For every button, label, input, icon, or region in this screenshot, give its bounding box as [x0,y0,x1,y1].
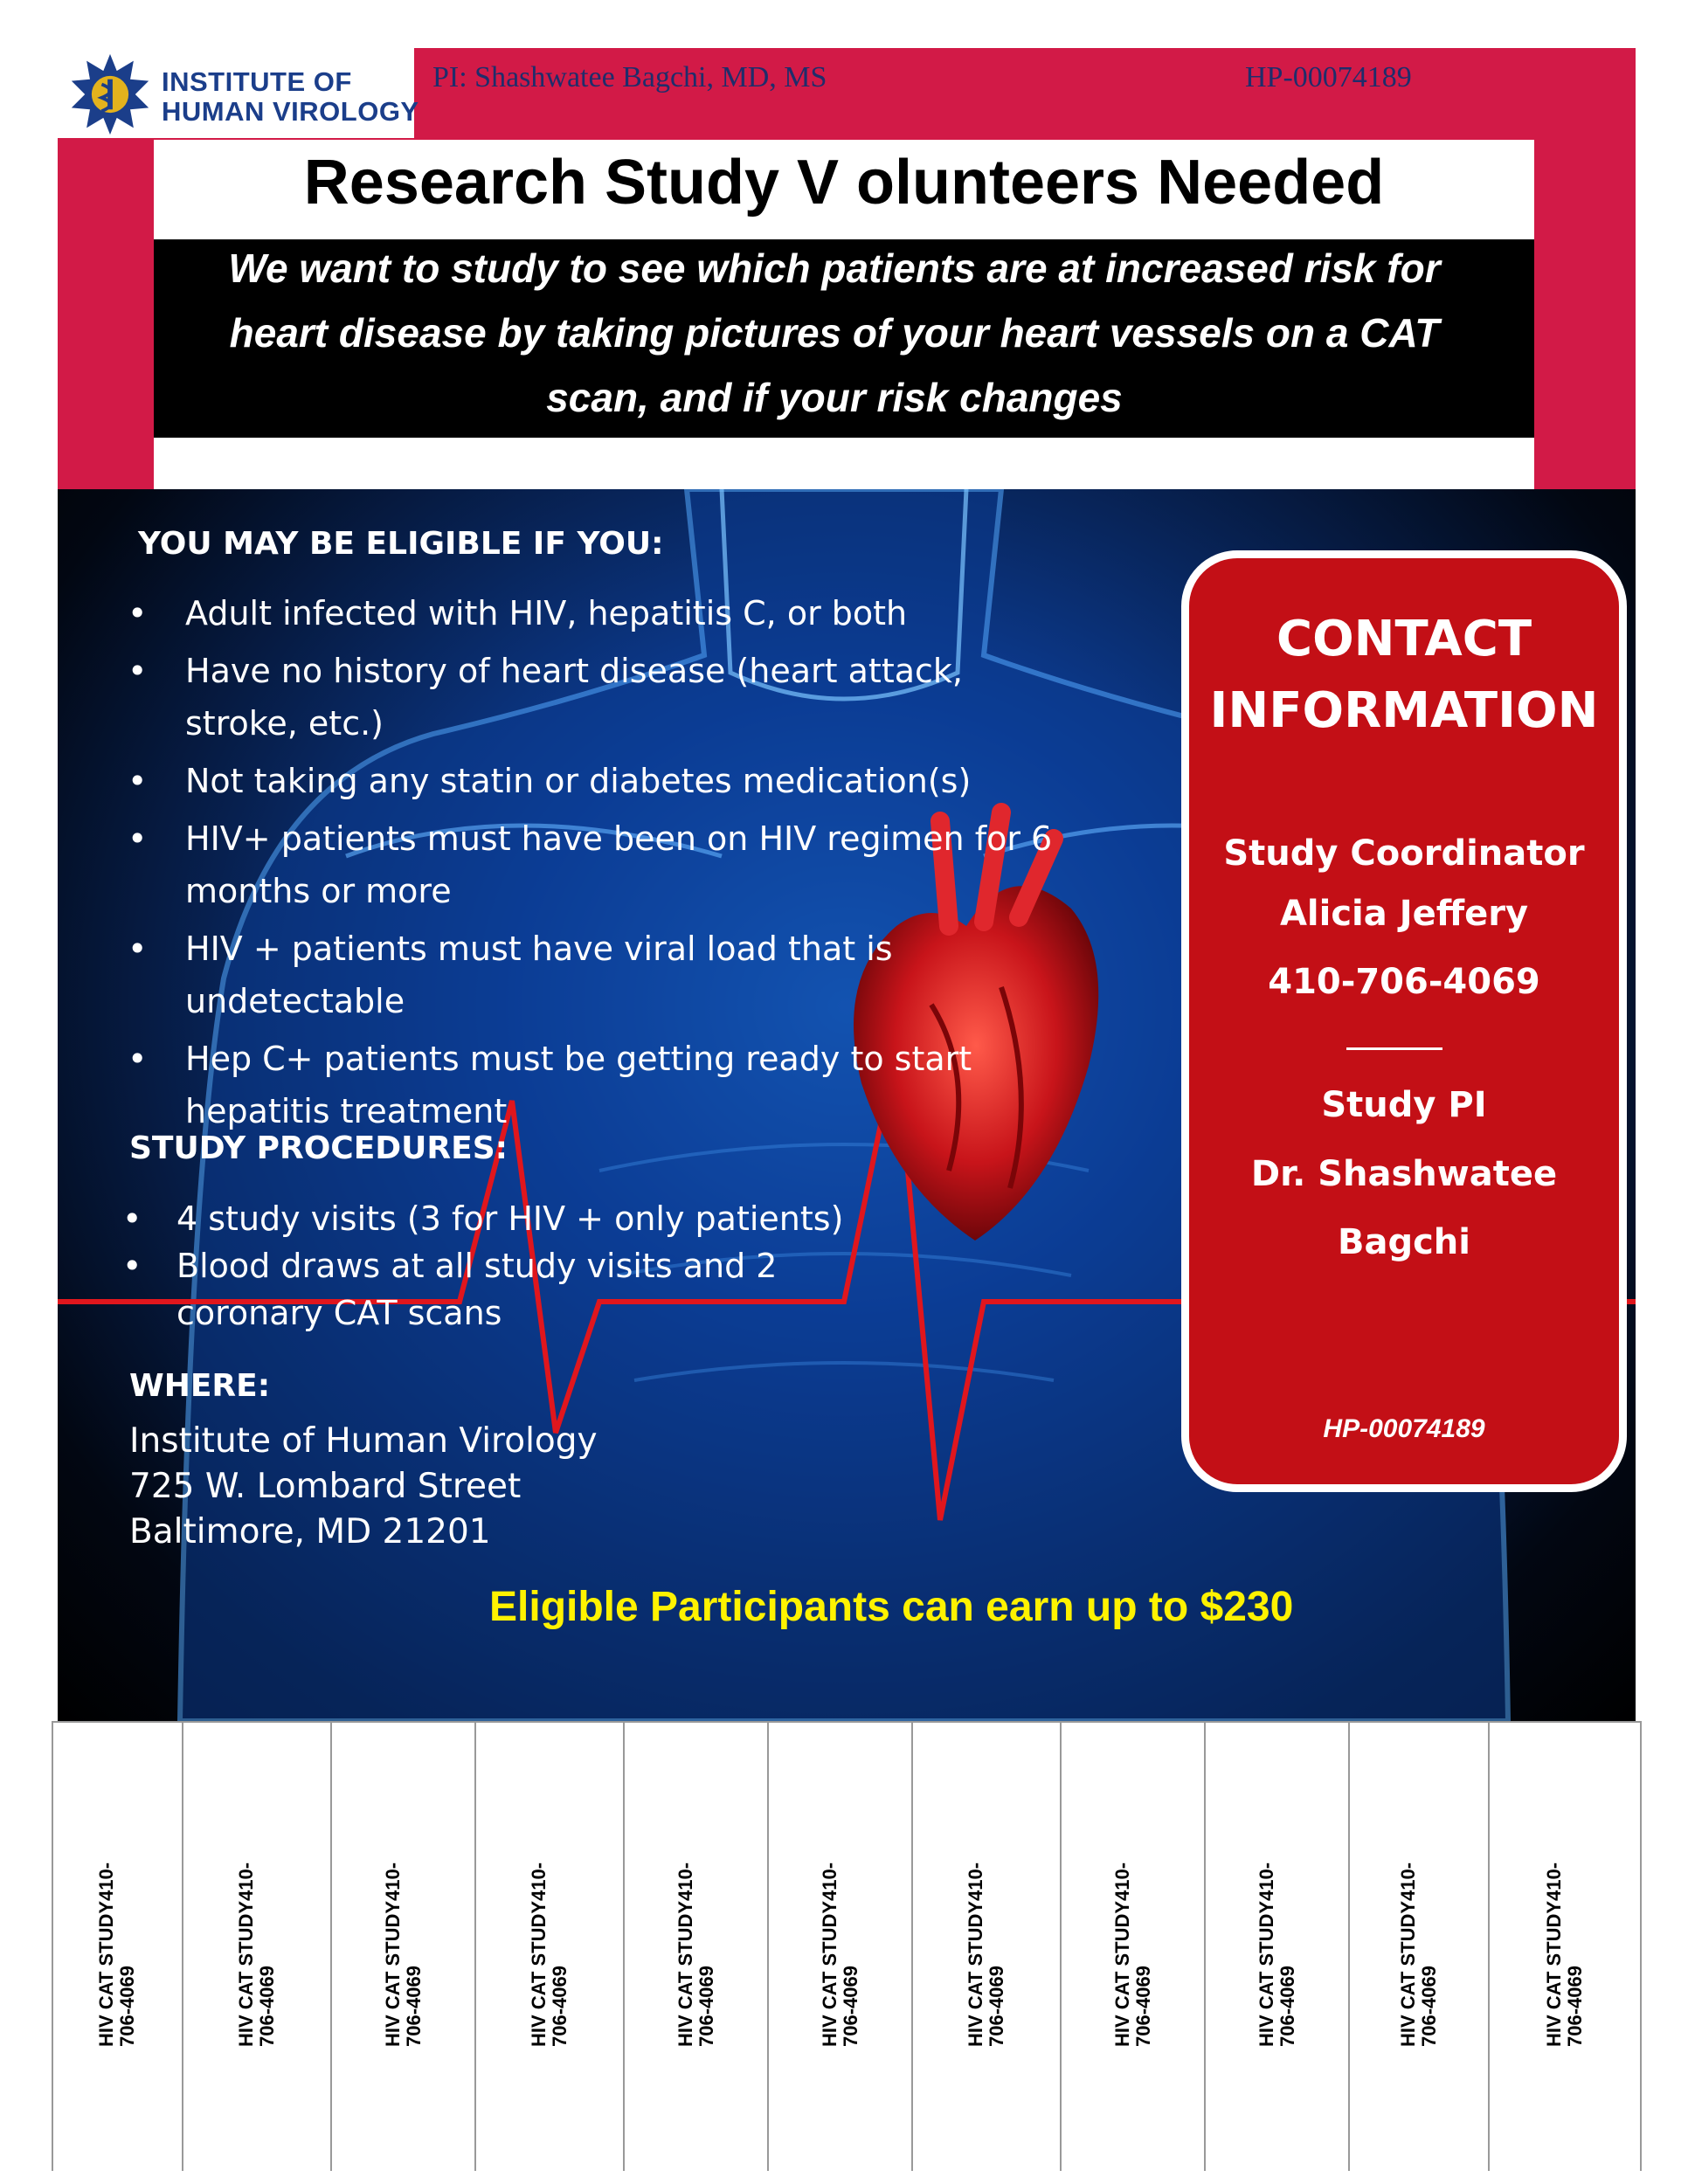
bullet-icon: • [122,1247,142,1285]
list-item: • Blood draws at all study visits and 2 coronary CAT scans [122,1242,909,1337]
tear-off-tab[interactable] [769,1721,913,2171]
pi-name: Dr. Shashwatee [1250,1154,1558,1194]
eligibility-heading: YOU MAY BE ELIGIBLE IF YOU: [138,526,664,562]
page-title: Research Study V olunteers Needed [303,148,1385,218]
divider [1346,1047,1442,1050]
tab-label: HIV CAT STUDY410-706-4069 [1110,1862,1154,2047]
pi-role: Study PI [1321,1085,1487,1125]
tab-label: HIV CAT STUDY410-706-4069 [381,1862,425,2047]
address-line: Baltimore, MD 21201 [129,1512,491,1552]
tear-off-tab[interactable] [625,1721,769,2171]
institute-logo-icon [68,52,152,136]
tab-label: HIV CAT STUDY410-706-4069 [1255,1862,1298,2047]
tear-off-tab[interactable] [913,1721,1062,2171]
contact-card [1181,550,1627,1492]
bullet-icon: • [128,819,148,858]
tear-off-tab[interactable] [52,1721,183,2171]
list-item: • Not taking any statin or diabetes medication(s) [128,755,1071,807]
bullet-icon: • [128,594,148,632]
list-item: • HIV+ patients must have been on HIV regimen for 6 months or more [128,812,1071,917]
tab-label: HIV CAT STUDY410-706-4069 [1397,1862,1440,2047]
tab-label: HIV CAT STUDY410-706-4069 [235,1862,278,2047]
eligibility-list [128,587,1071,1143]
tear-off-tab[interactable] [1490,1721,1642,2171]
address-line: Institute of Human Virology [129,1421,598,1461]
list-item: • Adult infected with HIV, hepatitis C, or both [128,587,1071,639]
contact-phone[interactable]: 410-706-4069 [1268,962,1540,1002]
intro-text: We want to study to see which patients are at increased risk for heart disease by taking pictures of your heart vessels on a CAT scan, and if your risk changes [228,245,1441,420]
bullet-icon: • [128,1040,148,1078]
contact-heading: CONTACT [1276,611,1532,667]
tab-label: HIV CAT STUDY410-706-4069 [965,1862,1007,2047]
tear-off-tab[interactable] [1062,1721,1206,2171]
where-heading: WHERE: [129,1368,271,1404]
pi-name: Bagchi [1337,1222,1470,1262]
tab-label: HIV CAT STUDY410-706-4069 [528,1862,571,2047]
tab-label: HIV CAT STUDY410-706-4069 [94,1862,138,2047]
pi-name: PI: Shashwatee Bagchi, MD, MS [432,61,827,93]
logo-text-line2: HUMAN VIROLOGY [162,96,419,127]
list-item: • Hep C+ patients must be getting ready to start hepatitis treatment [128,1033,1071,1137]
tear-off-tab[interactable] [183,1721,332,2171]
compensation-text: Eligible Participants can earn up to $230 [489,1584,1294,1630]
bullet-icon: • [122,1199,142,1238]
tab-label: HIV CAT STUDY410-706-4069 [818,1862,861,2047]
procedures-heading: STUDY PROCEDURES: [129,1130,508,1166]
tear-off-tab[interactable] [1350,1721,1490,2171]
tear-off-tab[interactable] [1206,1721,1350,2171]
tab-label: HIV CAT STUDY410-706-4069 [674,1862,717,2047]
bullet-icon: • [128,762,148,800]
list-item: • Have no history of heart disease (heart attack, stroke, etc.) [128,645,1071,750]
contact-heading: INFORMATION [1209,682,1599,739]
contact-protocol-number: HP-00074189 [1323,1414,1485,1443]
coordinator-role: Study Coordinator [1223,833,1585,874]
logo-text-line1: INSTITUTE OF [162,66,352,97]
address-block [129,1419,598,1555]
address-line: 725 W. Lombard Street [129,1467,522,1506]
tear-off-tab[interactable] [476,1721,625,2171]
procedures-list [122,1195,909,1337]
tab-label: HIV CAT STUDY410-706-4069 [1543,1862,1586,2047]
list-item: • HIV + patients must have viral load that is undetectable [128,923,1071,1027]
coordinator-name: Alicia Jeffery [1279,894,1529,934]
bullet-icon: • [128,930,148,968]
tear-off-tab[interactable] [332,1721,476,2171]
list-item: • 4 study visits (3 for HIV + only patients) [122,1195,909,1242]
protocol-number: HP-00074189 [1245,61,1412,93]
bullet-icon: • [128,652,148,690]
